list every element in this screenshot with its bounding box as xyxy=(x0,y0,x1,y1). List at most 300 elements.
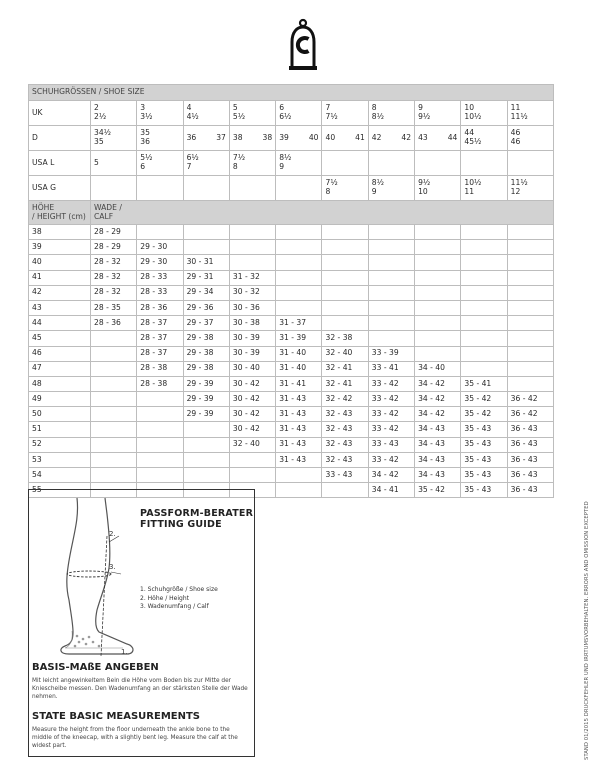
calf-cell: 30 - 42 xyxy=(229,407,275,422)
calf-cell: 33 - 39 xyxy=(368,346,414,361)
cell-value: 10 xyxy=(464,103,475,113)
shoe-cell xyxy=(368,176,414,201)
calf-row xyxy=(29,255,554,270)
calf-cell: 34 - 43 xyxy=(415,437,461,452)
cell-value: 11 xyxy=(510,103,521,113)
shoe-row xyxy=(29,101,554,126)
calf-cell: 31 - 43 xyxy=(276,407,322,422)
calf-cell: 31 - 43 xyxy=(276,437,322,452)
calf-cell xyxy=(368,285,414,300)
calf-cell: 35 - 43 xyxy=(461,437,507,452)
cell-value: 12 xyxy=(510,187,521,196)
stirrup-c-logo-icon xyxy=(287,18,319,72)
calf-cell: 34 - 43 xyxy=(415,422,461,437)
calf-cell: 28 - 37 xyxy=(137,346,183,361)
calf-cell: 34 - 42 xyxy=(415,407,461,422)
shoe-cell xyxy=(229,151,275,176)
calf-cell xyxy=(507,331,553,346)
calf-cell: 31 - 40 xyxy=(276,346,322,361)
calf-cell xyxy=(183,437,229,452)
calf-cell xyxy=(91,361,137,376)
calf-cell: 35 - 43 xyxy=(461,483,507,498)
calf-row xyxy=(29,422,554,437)
calf-cell xyxy=(368,240,414,255)
calf-cell xyxy=(276,300,322,315)
calf-cell: 30 - 32 xyxy=(229,285,275,300)
calf-cell: 33 - 41 xyxy=(368,361,414,376)
cell-value: 8 xyxy=(325,187,331,196)
calf-cell xyxy=(368,331,414,346)
cell-value: 5½ xyxy=(232,112,246,121)
calf-cell xyxy=(461,300,507,315)
cell-value: 7½ xyxy=(325,178,338,188)
calf-cell xyxy=(229,240,275,255)
calf-cell xyxy=(91,468,137,483)
calf-cell xyxy=(461,240,507,255)
height-label: 52 xyxy=(29,437,91,452)
calf-cell xyxy=(276,225,322,240)
calf-cell: 35 - 43 xyxy=(461,422,507,437)
cell-value: 40 xyxy=(325,132,336,142)
calf-cell xyxy=(229,452,275,467)
calf-cell: 28 - 32 xyxy=(91,270,137,285)
calf-cell: 28 - 29 xyxy=(91,240,137,255)
calf-cell: 36 - 43 xyxy=(507,452,553,467)
calf-cell xyxy=(415,255,461,270)
shoe-row xyxy=(29,151,554,176)
shoe-cell xyxy=(183,101,229,126)
calf-cell: 32 - 38 xyxy=(322,331,368,346)
calf-cell xyxy=(507,346,553,361)
cell-value: 40 xyxy=(308,132,319,142)
height-label: 48 xyxy=(29,376,91,391)
calf-cell: 30 - 40 xyxy=(229,361,275,376)
cell-pair xyxy=(369,134,414,143)
calf-cell xyxy=(276,468,322,483)
cell-value: 9 xyxy=(279,162,285,171)
calf-header: WADE / CALF xyxy=(91,201,554,225)
cell-value: 46 xyxy=(510,128,521,138)
cell-value: 38 xyxy=(232,132,243,142)
shoe-cell xyxy=(229,176,275,201)
cell-value: 39 xyxy=(279,132,289,142)
calf-row xyxy=(29,225,554,240)
cell-value: 9½ xyxy=(418,178,431,188)
cell-value: 7½ xyxy=(232,153,246,163)
calf-cell: 28 - 33 xyxy=(137,270,183,285)
shoe-cell xyxy=(415,176,461,201)
calf-cell xyxy=(229,225,275,240)
calf-cell: 34 - 42 xyxy=(415,392,461,407)
calf-cell xyxy=(91,422,137,437)
state-text: Measure the height from the floor underneath the ankle bone to the middle of the kneecap, with a slightly bent leg. Measure the calf at the widest part. xyxy=(32,727,238,750)
cell-pair xyxy=(230,134,275,143)
height-label: 51 xyxy=(29,422,91,437)
cell-value: 5 xyxy=(94,157,99,167)
cell-value: 43 xyxy=(418,132,428,142)
calf-cell xyxy=(461,285,507,300)
calf-cell: 29 - 39 xyxy=(183,407,229,422)
shoe-cell xyxy=(137,151,183,176)
calf-cell xyxy=(461,225,507,240)
size-table-body xyxy=(29,85,554,498)
calf-cell: 28 - 32 xyxy=(91,285,137,300)
cell-value: 6½ xyxy=(186,153,199,163)
cell-value: 9 xyxy=(371,187,377,196)
calf-cell: 32 - 43 xyxy=(322,452,368,467)
calf-row xyxy=(29,392,554,407)
height-label: 55 xyxy=(29,483,91,498)
height-label: 49 xyxy=(29,392,91,407)
calf-cell: 30 - 36 xyxy=(229,300,275,315)
calf-cell: 31 - 32 xyxy=(229,270,275,285)
cell-value: 46 xyxy=(510,137,521,146)
height-label: 39 xyxy=(29,240,91,255)
basis-text: Mit leicht angewinkeltem Bein die Höhe vom Boden bis zur Mitte der Kniescheibe messen. Den Wadenumfang an der stärksten Stelle der Wade nehmen. xyxy=(32,678,248,701)
calf-cell: 31 - 43 xyxy=(276,422,322,437)
calf-cell: 30 - 42 xyxy=(229,376,275,391)
calf-cell: 32 - 41 xyxy=(322,376,368,391)
cell-value: 45½ xyxy=(464,137,482,146)
calf-cell xyxy=(461,316,507,331)
calf-cell xyxy=(461,270,507,285)
shoe-cell xyxy=(183,151,229,176)
calf-cell: 33 - 42 xyxy=(368,392,414,407)
calf-cell xyxy=(137,392,183,407)
calf-row xyxy=(29,316,554,331)
calf-cell: 34 - 40 xyxy=(415,361,461,376)
calf-cell xyxy=(229,468,275,483)
height-label: 41 xyxy=(29,270,91,285)
calf-cell xyxy=(415,316,461,331)
calf-cell: 36 - 43 xyxy=(507,468,553,483)
shoe-cell xyxy=(137,126,183,151)
calf-cell xyxy=(137,407,183,422)
calf-cell xyxy=(91,407,137,422)
calf-header-row xyxy=(29,201,554,225)
calf-cell: 28 - 38 xyxy=(137,376,183,391)
calf-row xyxy=(29,407,554,422)
cell-value: 7½ xyxy=(325,112,338,121)
cell-value: 37 xyxy=(216,132,226,142)
calf-cell xyxy=(415,240,461,255)
shoe-cell xyxy=(368,151,414,176)
cell-value: 9 xyxy=(418,103,423,113)
cell-value: 5 xyxy=(232,103,238,113)
cell-pair xyxy=(276,134,321,143)
height-label: 40 xyxy=(29,255,91,270)
cell-value: 41 xyxy=(355,132,365,142)
guide-title xyxy=(140,509,253,531)
height-label: 50 xyxy=(29,407,91,422)
cell-value: 42 xyxy=(401,132,412,142)
cell-value: 4 xyxy=(186,103,192,113)
shoe-cell xyxy=(137,101,183,126)
calf-cell: 32 - 43 xyxy=(322,407,368,422)
calf-cell: 32 - 42 xyxy=(322,392,368,407)
cell-value: 34½ xyxy=(94,128,112,138)
guide-title-de: PASSFORM-BERATER xyxy=(140,508,254,519)
cell-value: 11½ xyxy=(510,178,528,188)
cell-value: 35 xyxy=(94,137,104,146)
calf-cell: 36 - 43 xyxy=(507,422,553,437)
calf-cell: 32 - 41 xyxy=(322,361,368,376)
legend-item: 3. Wadenumfang / Calf xyxy=(140,603,209,611)
calf-cell: 28 - 37 xyxy=(137,331,183,346)
calf-cell xyxy=(415,300,461,315)
guide-legend xyxy=(140,586,218,612)
calf-cell: 29 - 30 xyxy=(137,255,183,270)
calf-cell xyxy=(415,225,461,240)
calf-cell: 30 - 39 xyxy=(229,331,275,346)
calf-cell: 32 - 40 xyxy=(229,437,275,452)
guide-title-en: FITTING GUIDE xyxy=(140,518,222,530)
calf-cell xyxy=(183,422,229,437)
shoe-cell xyxy=(276,176,322,201)
calf-cell xyxy=(368,316,414,331)
calf-cell: 33 - 43 xyxy=(322,468,368,483)
shoe-size-title: SCHUHGRÖSSEN / SHOE SIZE xyxy=(29,85,554,101)
calf-cell xyxy=(276,483,322,498)
legend-item: 1. Schuhgröße / Shoe size xyxy=(140,586,218,593)
cell-value: 44 xyxy=(464,128,475,138)
fitting-guide-box xyxy=(28,489,255,757)
calf-cell xyxy=(137,225,183,240)
cell-value: 10½ xyxy=(464,112,482,121)
cell-value: 35 xyxy=(140,128,150,138)
calf-cell xyxy=(507,376,553,391)
shoe-cell xyxy=(461,151,507,176)
side-note: STAND 01/2015 DRUCKFEHLER UND IRRTUMSVORBEHALTEN. ERRORS AND OMISSION EXCEPTED xyxy=(584,501,590,760)
state-heading: STATE BASIC MEASUREMENTS xyxy=(32,711,200,722)
calf-cell xyxy=(322,316,368,331)
calf-cell: 36 - 43 xyxy=(507,437,553,452)
height-label: 43 xyxy=(29,300,91,315)
shoe-cell xyxy=(322,151,368,176)
calf-cell: 33 - 42 xyxy=(368,407,414,422)
calf-cell xyxy=(322,270,368,285)
calf-cell xyxy=(137,452,183,467)
calf-cell: 34 - 41 xyxy=(368,483,414,498)
mark-shoe: 1. xyxy=(121,648,128,656)
cell-value: 8 xyxy=(371,103,377,113)
shoe-cell xyxy=(461,176,507,201)
calf-cell: 30 - 39 xyxy=(229,346,275,361)
shoe-cell xyxy=(91,151,137,176)
calf-cell xyxy=(507,300,553,315)
shoe-row xyxy=(29,176,554,201)
calf-cell xyxy=(322,225,368,240)
height-header: HÖHE / HEIGHT (cm) xyxy=(29,201,91,225)
calf-cell: 31 - 43 xyxy=(276,452,322,467)
height-label: 54 xyxy=(29,468,91,483)
calf-cell: 31 - 39 xyxy=(276,331,322,346)
cell-value: 11½ xyxy=(510,112,528,121)
cell-value: 36 xyxy=(186,132,197,142)
calf-row xyxy=(29,270,554,285)
calf-cell: 29 - 36 xyxy=(183,300,229,315)
calf-cell xyxy=(368,270,414,285)
calf-cell xyxy=(91,437,137,452)
calf-cell xyxy=(415,285,461,300)
calf-row xyxy=(29,240,554,255)
shoe-cell xyxy=(276,151,322,176)
calf-cell xyxy=(91,331,137,346)
calf-cell xyxy=(415,270,461,285)
calf-cell: 29 - 31 xyxy=(183,270,229,285)
calf-cell: 32 - 43 xyxy=(322,422,368,437)
cell-value: 3 xyxy=(140,103,146,113)
cell-value: 8½ xyxy=(371,178,384,188)
calf-cell: 35 - 41 xyxy=(461,376,507,391)
height-label: 53 xyxy=(29,452,91,467)
calf-cell: 35 - 43 xyxy=(461,468,507,483)
shoe-cell xyxy=(415,151,461,176)
shoe-row xyxy=(29,126,554,151)
calf-cell xyxy=(322,285,368,300)
cell-pair xyxy=(322,134,367,143)
size-table xyxy=(28,84,554,498)
calf-cell: 32 - 43 xyxy=(322,437,368,452)
cell-value: 6½ xyxy=(279,112,292,121)
calf-cell: 28 - 33 xyxy=(137,285,183,300)
cell-value: 44 xyxy=(447,132,458,142)
calf-cell xyxy=(322,240,368,255)
calf-cell: 35 - 42 xyxy=(461,392,507,407)
calf-cell xyxy=(507,240,553,255)
calf-cell xyxy=(368,300,414,315)
cell-value: 8 xyxy=(232,162,238,171)
height-label: 42 xyxy=(29,285,91,300)
calf-cell: 30 - 31 xyxy=(183,255,229,270)
calf-cell: 31 - 41 xyxy=(276,376,322,391)
height-label: 47 xyxy=(29,361,91,376)
calf-cell: 28 - 38 xyxy=(137,361,183,376)
calf-cell: 33 - 42 xyxy=(368,376,414,391)
row-label: UK xyxy=(29,101,91,126)
calf-cell xyxy=(461,255,507,270)
cell-value: 4½ xyxy=(186,112,199,121)
calf-cell xyxy=(276,240,322,255)
calf-cell xyxy=(276,285,322,300)
calf-cell: 31 - 40 xyxy=(276,361,322,376)
cell-value: 11 xyxy=(464,187,475,196)
calf-row xyxy=(29,285,554,300)
calf-cell: 34 - 42 xyxy=(415,376,461,391)
cell-value: 9½ xyxy=(418,112,431,121)
calf-cell xyxy=(461,346,507,361)
calf-cell: 28 - 32 xyxy=(91,255,137,270)
calf-cell xyxy=(322,255,368,270)
cell-value: 6 xyxy=(279,103,285,113)
calf-row xyxy=(29,346,554,361)
calf-cell: 29 - 30 xyxy=(137,240,183,255)
shoe-cell xyxy=(276,101,322,126)
calf-cell xyxy=(507,255,553,270)
calf-cell: 29 - 38 xyxy=(183,361,229,376)
shoe-cell xyxy=(461,101,507,126)
shoe-cell xyxy=(507,126,553,151)
row-label: USA G xyxy=(29,176,91,201)
calf-cell: 29 - 34 xyxy=(183,285,229,300)
calf-cell: 29 - 38 xyxy=(183,331,229,346)
cell-value: 6 xyxy=(140,162,146,171)
calf-cell: 33 - 42 xyxy=(368,452,414,467)
calf-row xyxy=(29,331,554,346)
calf-row xyxy=(29,468,554,483)
calf-cell: 28 - 36 xyxy=(91,316,137,331)
table-header-row xyxy=(29,85,554,101)
calf-cell xyxy=(507,285,553,300)
calf-cell: 35 - 43 xyxy=(461,452,507,467)
calf-cell xyxy=(322,483,368,498)
calf-cell: 28 - 35 xyxy=(91,300,137,315)
calf-cell: 28 - 37 xyxy=(137,316,183,331)
calf-cell xyxy=(91,452,137,467)
shoe-cell xyxy=(276,126,322,151)
cell-value: 42 xyxy=(371,132,382,142)
calf-cell: 29 - 39 xyxy=(183,392,229,407)
shoe-cell xyxy=(461,126,507,151)
height-label: 38 xyxy=(29,225,91,240)
shoe-cell xyxy=(507,151,553,176)
calf-cell xyxy=(368,225,414,240)
calf-cell xyxy=(276,270,322,285)
calf-cell xyxy=(137,422,183,437)
calf-cell xyxy=(183,468,229,483)
shoe-cell xyxy=(229,101,275,126)
calf-row xyxy=(29,361,554,376)
calf-cell: 36 - 42 xyxy=(507,407,553,422)
calf-cell xyxy=(415,331,461,346)
shoe-cell xyxy=(507,101,553,126)
cell-value: 10½ xyxy=(464,178,482,188)
cell-value: 7 xyxy=(186,162,192,171)
calf-cell: 33 - 43 xyxy=(368,437,414,452)
calf-cell xyxy=(183,225,229,240)
calf-cell: 36 - 43 xyxy=(507,483,553,498)
calf-cell: 32 - 40 xyxy=(322,346,368,361)
calf-cell xyxy=(461,331,507,346)
calf-cell: 28 - 36 xyxy=(137,300,183,315)
height-label: 46 xyxy=(29,346,91,361)
height-label: 44 xyxy=(29,316,91,331)
shoe-cell xyxy=(322,176,368,201)
cell-value: 38 xyxy=(262,132,273,142)
calf-cell xyxy=(91,392,137,407)
height-label: 45 xyxy=(29,331,91,346)
shoe-cell xyxy=(183,176,229,201)
calf-cell xyxy=(91,346,137,361)
cell-value: 8½ xyxy=(371,112,384,121)
cell-value: 2½ xyxy=(94,112,107,121)
shoe-cell xyxy=(183,126,229,151)
calf-cell: 36 - 42 xyxy=(507,392,553,407)
cell-value: 7 xyxy=(325,103,331,113)
shoe-cell xyxy=(415,126,461,151)
calf-cell xyxy=(415,346,461,361)
shoe-cell xyxy=(415,101,461,126)
calf-cell: 34 - 42 xyxy=(368,468,414,483)
mark-calf: 3. xyxy=(109,563,116,571)
cell-value: 3½ xyxy=(140,112,153,121)
shoe-cell xyxy=(91,176,137,201)
calf-row xyxy=(29,376,554,391)
cell-pair xyxy=(184,134,229,143)
calf-cell xyxy=(507,270,553,285)
shoe-cell xyxy=(91,126,137,151)
calf-cell: 34 - 43 xyxy=(415,452,461,467)
